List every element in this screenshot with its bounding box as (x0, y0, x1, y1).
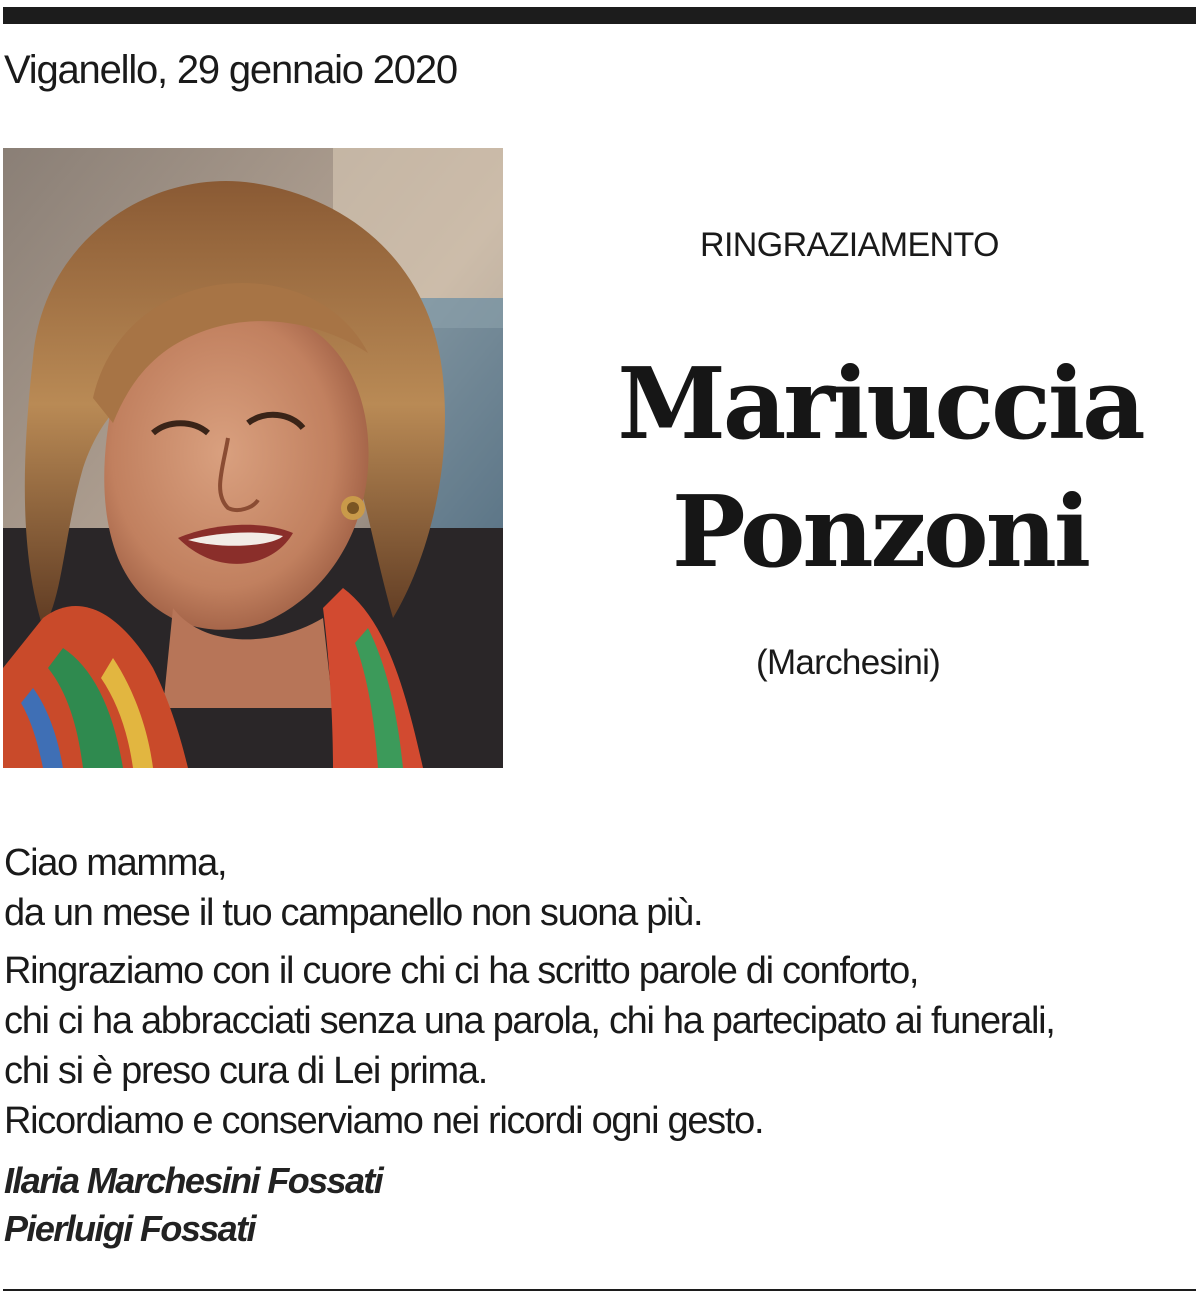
top-rule (3, 7, 1196, 24)
message-line: da un mese il tuo campanello non suona più. (4, 892, 703, 934)
portrait-photo (3, 148, 503, 768)
deceased-first-name: Mariuccia (617, 347, 1143, 462)
signatures (4, 1157, 382, 1253)
signature: Pierluigi Fossati (4, 1208, 255, 1249)
message-line: chi ci ha abbracciati senza una parola, chi ha partecipato ai funerali, (4, 1000, 1055, 1042)
message-line: chi si è preso cura di Lei prima. (4, 1050, 487, 1092)
place-date: Viganello, 29 gennaio 2020 (4, 48, 457, 92)
message-line: Ringraziamo con il cuore chi ci ha scritto parole di conforto, (4, 950, 919, 992)
message-line: Ricordiamo e conserviamo nei ricordi ogni gesto. (4, 1100, 764, 1142)
signature: Ilaria Marchesini Fossati (4, 1160, 383, 1201)
maiden-name: (Marchesini) (756, 643, 941, 682)
bottom-rule (3, 1289, 1196, 1291)
message-body (4, 838, 1194, 1146)
message-line: Ciao mamma, (4, 842, 227, 884)
deceased-last-name: Ponzoni (671, 475, 1089, 590)
notice-label: RINGRAZIAMENTO (700, 226, 999, 264)
